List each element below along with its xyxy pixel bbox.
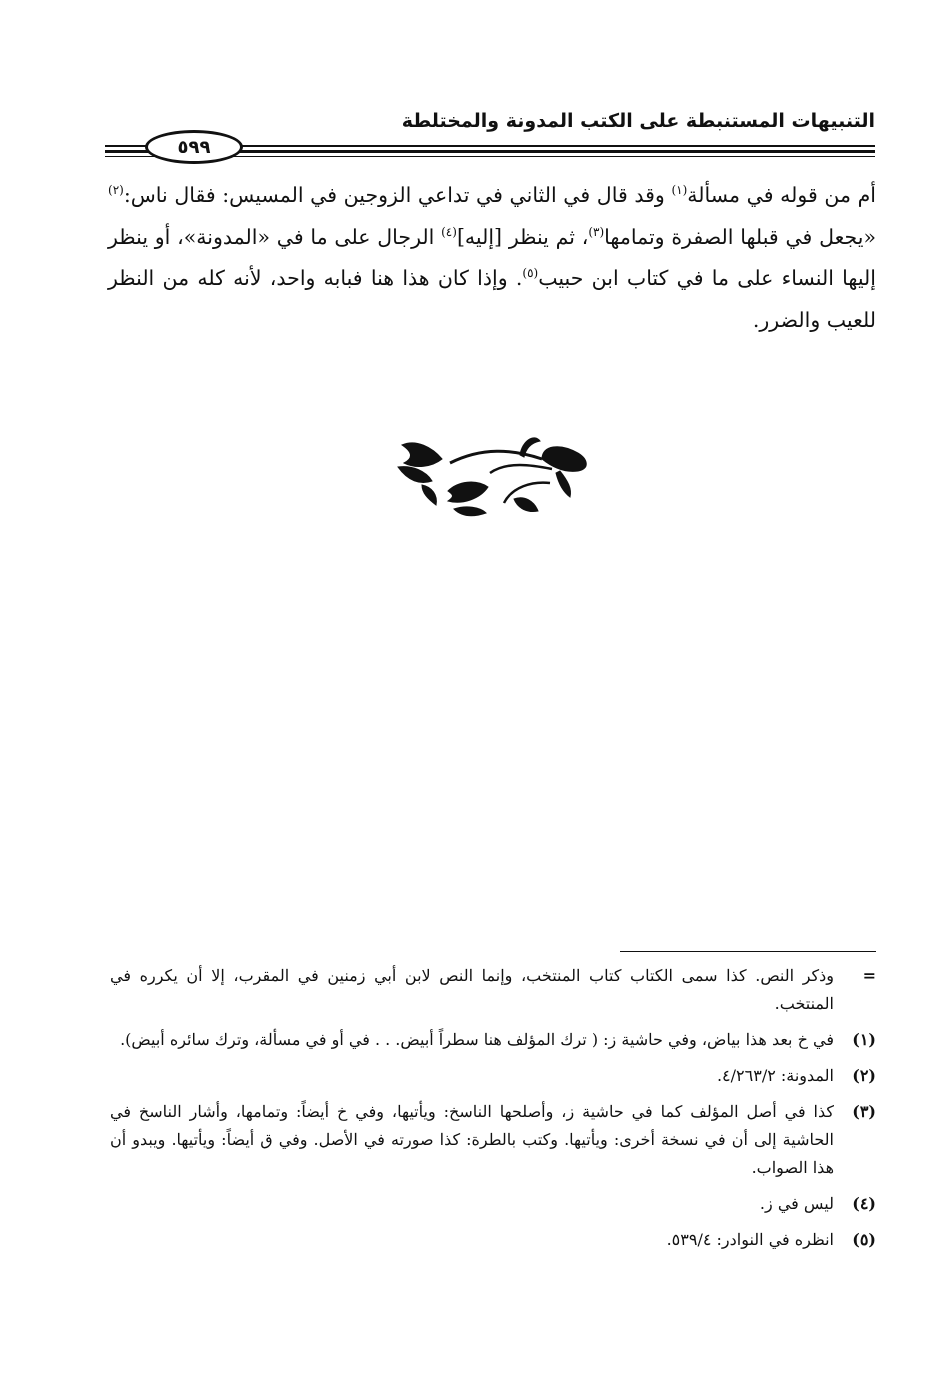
footnote-text: المدونة: ٤/٢٦٣/٢. (716, 1066, 834, 1085)
footnote (110, 1062, 876, 1090)
footnote-ref: (٣) (588, 224, 605, 239)
text-run: وقد قال في الثاني في تداعي الزوجين في المسيس: فقال ناس: (123, 183, 672, 207)
text-run: «يجعل في قبلها الصفرة وتمامها (604, 224, 876, 249)
footnote-ref: (٢) (108, 183, 124, 198)
footnote-text: في خ بعد هذا بياض، وفي حاشية ز: ( ترك المؤلف هنا سطراً أبيض. . . في أو في مسألة، وترك سائره أبيض). (120, 1030, 834, 1049)
floral-ornament-icon (392, 425, 592, 520)
footnote (110, 1026, 876, 1054)
page-number-oval (145, 130, 243, 164)
footnote (110, 1190, 876, 1218)
footnote-ref: (١) (671, 183, 688, 198)
footnote-mark: (٢) (852, 1066, 876, 1085)
main-paragraph (108, 175, 876, 341)
footnote-mark: = (862, 966, 876, 985)
running-header (105, 110, 875, 158)
main-text (108, 175, 876, 341)
footnote-text: وذكر النص. كذا سمى الكتاب كتاب المنتخب، وإنما النص لابن أبي زمنين في المقرب، إلا أن يكرره في المنتخب. (110, 966, 834, 1013)
footnote (110, 1226, 876, 1254)
footnote-mark: (٤) (852, 1194, 876, 1213)
footnote (110, 1098, 876, 1182)
text-run: الرجال على ما في «المدونة»، أو ينظر إليها النساء على ما في كتاب ابن حبيب (108, 224, 876, 290)
text-run: ، ثم ينظر [إليه] (456, 224, 589, 249)
footnote-mark: (٥) (852, 1230, 876, 1249)
text-run: . وإذا كان هذا هنا فبابه واحد، لأنه كله من النظر للعيب والضرر. (108, 266, 876, 332)
footnote (110, 962, 876, 1018)
footnote-separator (620, 951, 876, 952)
page-number: ٥٩٩ (177, 136, 211, 158)
header-title: التنبيهات المستنبطة على الكتب المدونة والمختلطة (401, 110, 875, 132)
footnotes (110, 962, 876, 1262)
footnote-text: كذا في أصل المؤلف كما في حاشية ز، وأصلحها الناسخ: ويأتيها، وفي خ أيضاً: وتمامها، وأشار الناسخ في الحاشية إلى أن في نسخة أخرى: ويأتيها. وكتب بالطرة: كذا صورته في الأصل. وفي ق أيضاً: ويأتيها. ويبدو أن هذا الصواب. (110, 1102, 834, 1177)
text-run: أم من قوله في مسألة (687, 183, 876, 207)
footnote-mark: (٣) (852, 1102, 876, 1121)
footnote-ref: (٤) (441, 224, 457, 239)
footnote-mark: (١) (852, 1030, 876, 1049)
footnote-text: ليس في ز. (759, 1194, 834, 1213)
footnote-text: انظره في النوادر: ٥٣٩/٤. (666, 1230, 834, 1249)
footnote-ref: (٥) (522, 266, 539, 281)
